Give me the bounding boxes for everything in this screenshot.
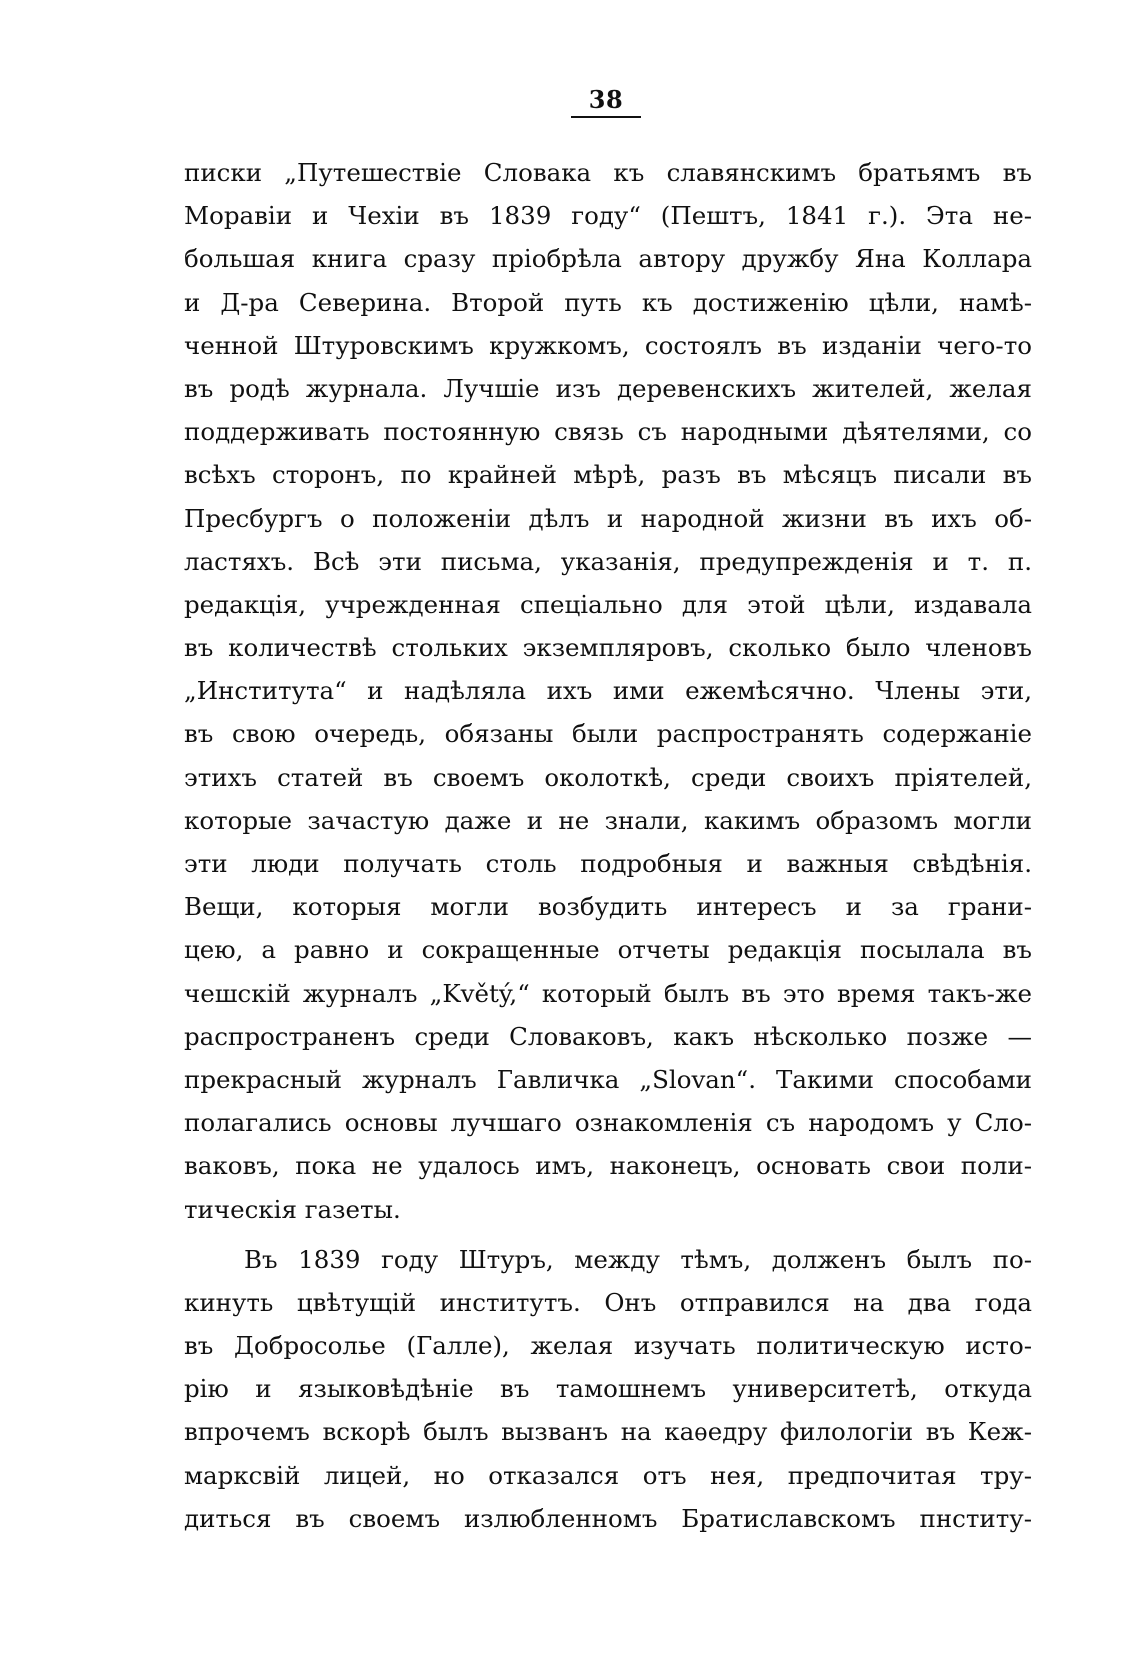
paragraph-1 xyxy=(184,151,1032,1231)
text-line: Вещи, которыя могли возбудить интересъ и за грани- xyxy=(184,892,1032,922)
text-line: поддерживать постоянную связь съ народными дѣятелями, со xyxy=(184,417,1032,447)
text-line: распространенъ среди Словаковъ, какъ нѣсколько позже — xyxy=(184,1021,1032,1051)
text-line: тическія газеты. xyxy=(184,1194,401,1224)
text-line: большая книга сразу пріобрѣла автору дружбу Яна Коллара xyxy=(184,244,1032,274)
text-line: редакція, учрежденная спеціально для этой цѣли, издавала xyxy=(184,589,1032,619)
text-line: „Института“ и надѣляла ихъ ими ежемѣсячно. Члены эти, xyxy=(184,676,1032,706)
text-line: прекрасный журналъ Гавличка „Slovan“. Такими способами xyxy=(184,1064,1032,1094)
text-line: Въ 1839 году Штуръ, между тѣмъ, долженъ былъ по- xyxy=(244,1244,1032,1274)
text-line: въ родѣ журнала. Лучшіе изъ деревенскихъ жителей, желая xyxy=(184,373,1032,403)
text-line: кинуть цвѣтущій институтъ. Онъ отправился на два года xyxy=(184,1287,1032,1317)
text-line: писки „Путешествіе Словака къ славянскимъ братьямъ въ xyxy=(184,158,1032,187)
text-line: Моравіи и Чехіи въ 1839 году“ (Пештъ, 1841 г.). Эта не- xyxy=(184,201,1032,231)
text-line: ченной Штуровскимъ кружкомъ, состоялъ въ изданіи чего-то xyxy=(184,330,1032,360)
text-line: впрочемъ вскорѣ былъ вызванъ на каѳедру филологіи въ Кеж- xyxy=(184,1417,1032,1447)
text-line: эти люди получать столь подробныя и важныя свѣдѣнія. xyxy=(184,849,1032,878)
text-line: этихъ статей въ своемъ околоткѣ, среди своихъ пріятелей, xyxy=(184,762,1032,792)
text-line: марксвій лицей, но отказался отъ нея, предпочитая тру- xyxy=(184,1460,1032,1490)
text-line: въ количествѣ стольких экземпляровъ, сколько было членовъ xyxy=(184,633,1032,663)
text-line: въ свою очередь, обязаны были распространять содержаніе xyxy=(184,719,1032,749)
paragraph-2 xyxy=(184,1238,1032,1540)
body-text xyxy=(184,151,1032,1540)
page-number: 38 xyxy=(588,85,624,114)
text-line: ваковъ, пока не удалось имъ, наконецъ, основать свои поли- xyxy=(184,1151,1032,1181)
text-line: и Д-ра Северина. Второй путь къ достиженію цѣли, намѣ- xyxy=(184,287,1032,317)
text-line: цею, а равно и сокращенные отчеты редакція посылала въ xyxy=(184,935,1032,965)
paragraph-gap xyxy=(184,1231,1032,1238)
text-line: рію и языковѣдѣніе въ тамошнемъ университетѣ, откуда xyxy=(184,1374,1032,1404)
page-number-underline xyxy=(571,116,641,118)
text-line: чешскій журналъ „Květý,“ который былъ въ это время такъ-же xyxy=(184,978,1032,1008)
text-line: Пресбургъ о положеніи дѣлъ и народной жизни въ ихъ об- xyxy=(184,503,1032,533)
text-line: ластяхъ. Всѣ эти письма, указанія, предупрежденія и т. п. xyxy=(184,546,1032,576)
text-line: которые зачастую даже и не знали, какимъ образомъ могли xyxy=(184,805,1032,835)
text-line: диться въ своемъ излюбленномъ Братиславскомъ пнститу- xyxy=(184,1503,1032,1533)
text-line: всѣхъ сторонъ, по крайней мѣрѣ, разъ въ мѣсяцъ писали въ xyxy=(184,460,1032,490)
text-line: въ Добросолье (Галле), желая изучать политическую исто- xyxy=(184,1331,1032,1361)
text-line: полагались основы лучшаго ознакомленія съ народомъ у Сло- xyxy=(184,1108,1032,1138)
